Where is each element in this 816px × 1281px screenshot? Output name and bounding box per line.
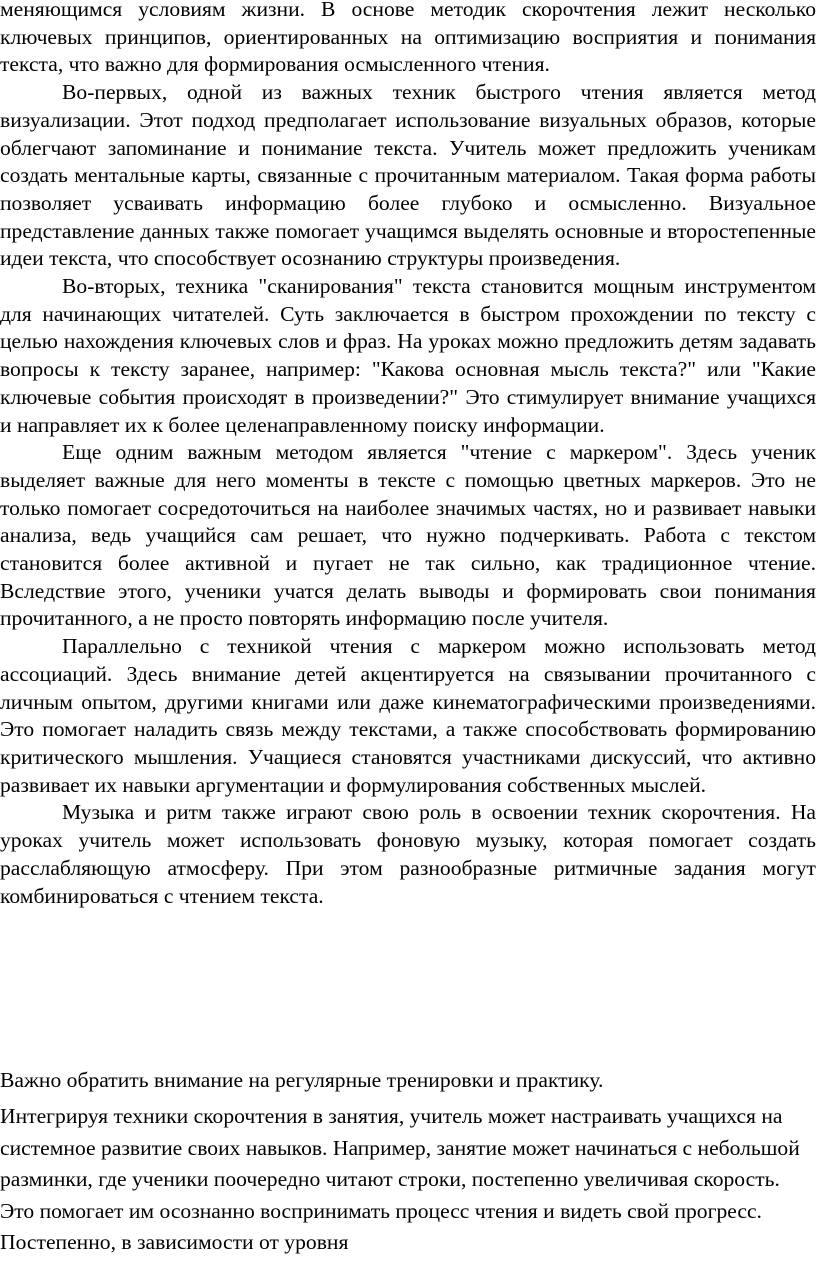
paragraph-associations: Параллельно с техникой чтения с маркером можно использовать метод ассоциаций. Здесь внимание детей акцентируется на связывании прочитанного с личным опытом, другими книгами или даже кинематографическими произведениями. Это помогает наладить связь между текстами, а также способствовать формированию критического мышления. Учащиеся становятся участниками дискуссий, что активно развивает их навыки аргументации и формулирования собственных мыслей. (0, 634, 816, 797)
paragraph-integration: Интегрируя техники скорочтения в занятия, учитель может настраивать учащихся на системное развитие своих навыков. Например, занятие может начинаться с небольшой разминки, где ученики поочередно читают строки, постепенно увеличивая скорость. Это помогает им осознанно воспринимать процесс чтения и видеть свой прогресс. Постепенно, в зависимости от уровня (0, 1104, 800, 1254)
paragraph-visualization: Во-первых, одной из важных техник быстрого чтения является метод визуализации. Этот подход предполагает использование визуальных образов, которые облегчают запоминание и понимание текста. Учитель может предложить ученикам создать ментальные карты, связанные с прочитанным материалом. Такая форма работы позволяет усваивать информацию более глубоко и осмысленно. Визуальное представление данных также помогает учащимся выделять основные и второстепенные идеи текста, что способствует осознанию структуры произведения. (0, 80, 816, 271)
final-text-block (0, 1101, 816, 1259)
paragraph-continuation: меняющимся условиям жизни. В основе методик скорочтения лежит несколько ключевых принципов, ориентированных на оптимизацию восприятия и понимания текста, что важно для формирования осмысленного чтения. (0, 0, 816, 77)
paragraph-music-rhythm: Музыка и ритм также играют свою роль в освоении техник скорочтения. На уроках учитель может использовать фоновую музыку, которая помогает создать расслабляющую атмосферу. При этом разнообразные ритмичные задания могут комбинироваться с чтением текста. (0, 800, 816, 908)
paragraph-marker-reading: Еще одним важным методом является "чтение с маркером". Здесь ученик выделяет важные для него моменты в тексте с помощью цветных маркеров. Это не только помогает сосредоточиться на наиболее значимых частях, но и развивает навыки анализа, ведь учащийся сам решает, что нужно подчеркивать. Работа с текстом становится более активной и пугает не так сильно, как традиционное чтение. Вследствие этого, ученики учатся делать выводы и формировать свои понимания прочитанного, а не просто повторять информацию после учителя. (0, 440, 816, 631)
paragraph-scanning: Во-вторых, техника "сканирования" текста становится мощным инструментом для начинающих читателей. Суть заключается в быстром прохождении по тексту с целью нахождения ключевых слов и фраз. На уроках можно предложить детям задавать вопросы к тексту заранее, например: "Какова основная мысль текста?" или "Какие ключевые события происходят в произведении?" Это стимулирует внимание учащихся и направляет их к более целенаправленному поиску информации. (0, 274, 816, 437)
standalone-line: Важно обратить внимание на регулярные тренировки и практику. (0, 1068, 604, 1092)
